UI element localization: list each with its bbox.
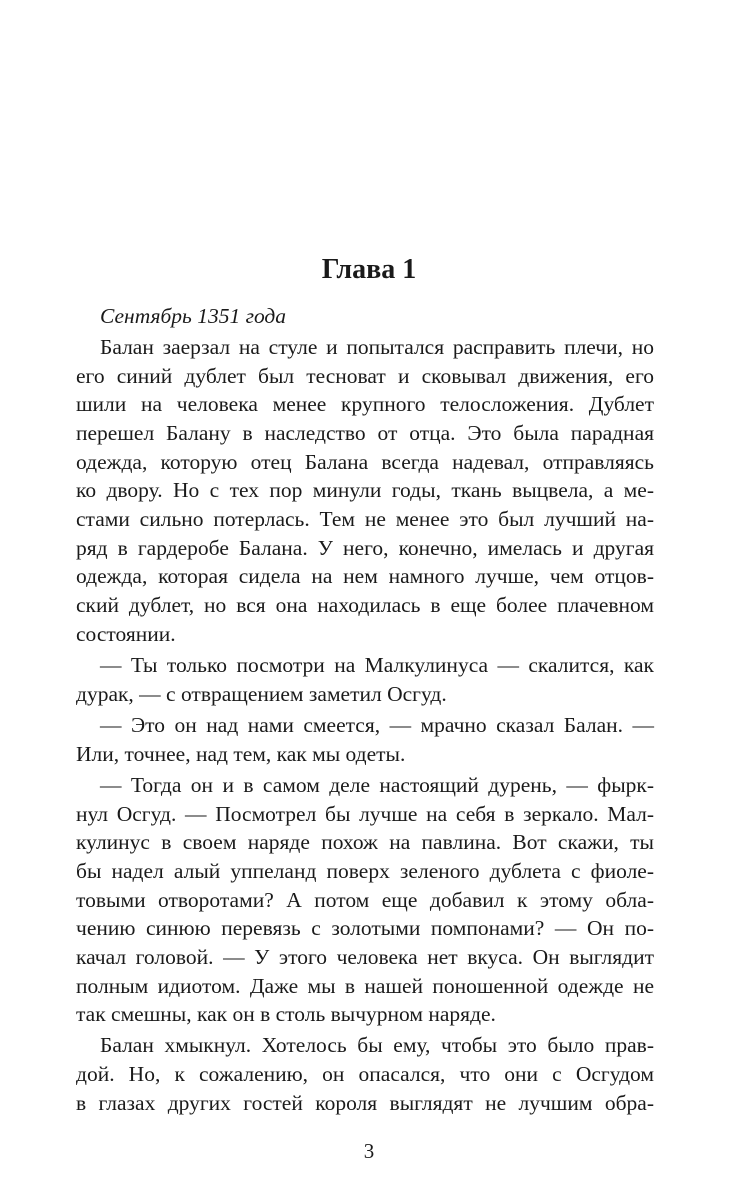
chapter-title: Глава 1 — [321, 254, 417, 285]
text-line: так смешны, как он в столь вычурном наряде. — [76, 1002, 496, 1026]
text-line: его синий дублет был тесноват и сковывал движения, его — [76, 364, 654, 388]
text-line: качал головой. — У этого человека нет вкуса. Он выглядит — [76, 945, 654, 969]
text-line: ряд в гардеробе Балана. У него, конечно, имелась и другая — [76, 536, 654, 560]
text-line: перешел Балану в наследство от отца. Это была парадная — [76, 421, 654, 445]
text-line: Балан хмыкнул. Хотелось бы ему, чтобы это было прав- — [100, 1033, 654, 1057]
chapter-date: Сентябрь 1351 года — [100, 304, 287, 328]
text-line: Или, точнее, над тем, как мы одеты. — [76, 742, 406, 766]
page-number: 3 — [363, 1139, 375, 1163]
text-line: полным идиотом. Даже мы в нашей поношенной одежде не — [76, 974, 654, 998]
text-line: в глазах других гостей короля выглядят не лучшим обра- — [76, 1091, 654, 1115]
text-line: дурак, — с отвращением заметил Осгуд. — [76, 682, 447, 706]
text-line: — Тогда он и в самом деле настоящий дурень, — фырк- — [100, 773, 654, 797]
text-line: ко двору. Но с тех пор минули годы, ткань выцвела, а ме- — [76, 478, 654, 502]
text-line: одежда, которая сидела на нем намного лучше, чем отцов- — [76, 564, 654, 588]
text-line: нул Осгуд. — Посмотрел бы лучше на себя в зеркало. Мал- — [76, 802, 654, 826]
text-line: — Это он над нами смеется, — мрачно сказал Балан. — — [100, 713, 654, 737]
text-line: товыми отворотами? А потом еще добавил к этому обла- — [76, 888, 654, 912]
text-line: — Ты только посмотри на Малкулинуса — скалится, как — [100, 653, 654, 677]
text-line: бы надел алый уппеланд поверх зеленого дублета с фиоле- — [76, 859, 654, 883]
text-line: стами сильно потерлась. Тем не менее это был лучший на- — [76, 507, 654, 531]
text-line: дой. Но, к сожалению, он опасался, что они с Осгудом — [76, 1062, 654, 1086]
text-line: шили на человека менее крупного телосложения. Дублет — [76, 392, 654, 416]
text-line: одежда, которую отец Балана всегда надевал, отправляясь — [76, 450, 654, 474]
text-line: чению синюю перевязь с золотыми помпонами? — Он по- — [76, 916, 654, 940]
text-line: состоянии. — [76, 622, 176, 646]
text-line: Балан заерзал на стуле и попытался расправить плечи, но — [100, 335, 654, 359]
text-line: ский дублет, но вся она находилась в еще более плачевном — [76, 593, 654, 617]
text-line: кулинус в своем наряде похож на павлина. Вот скажи, ты — [76, 830, 654, 854]
